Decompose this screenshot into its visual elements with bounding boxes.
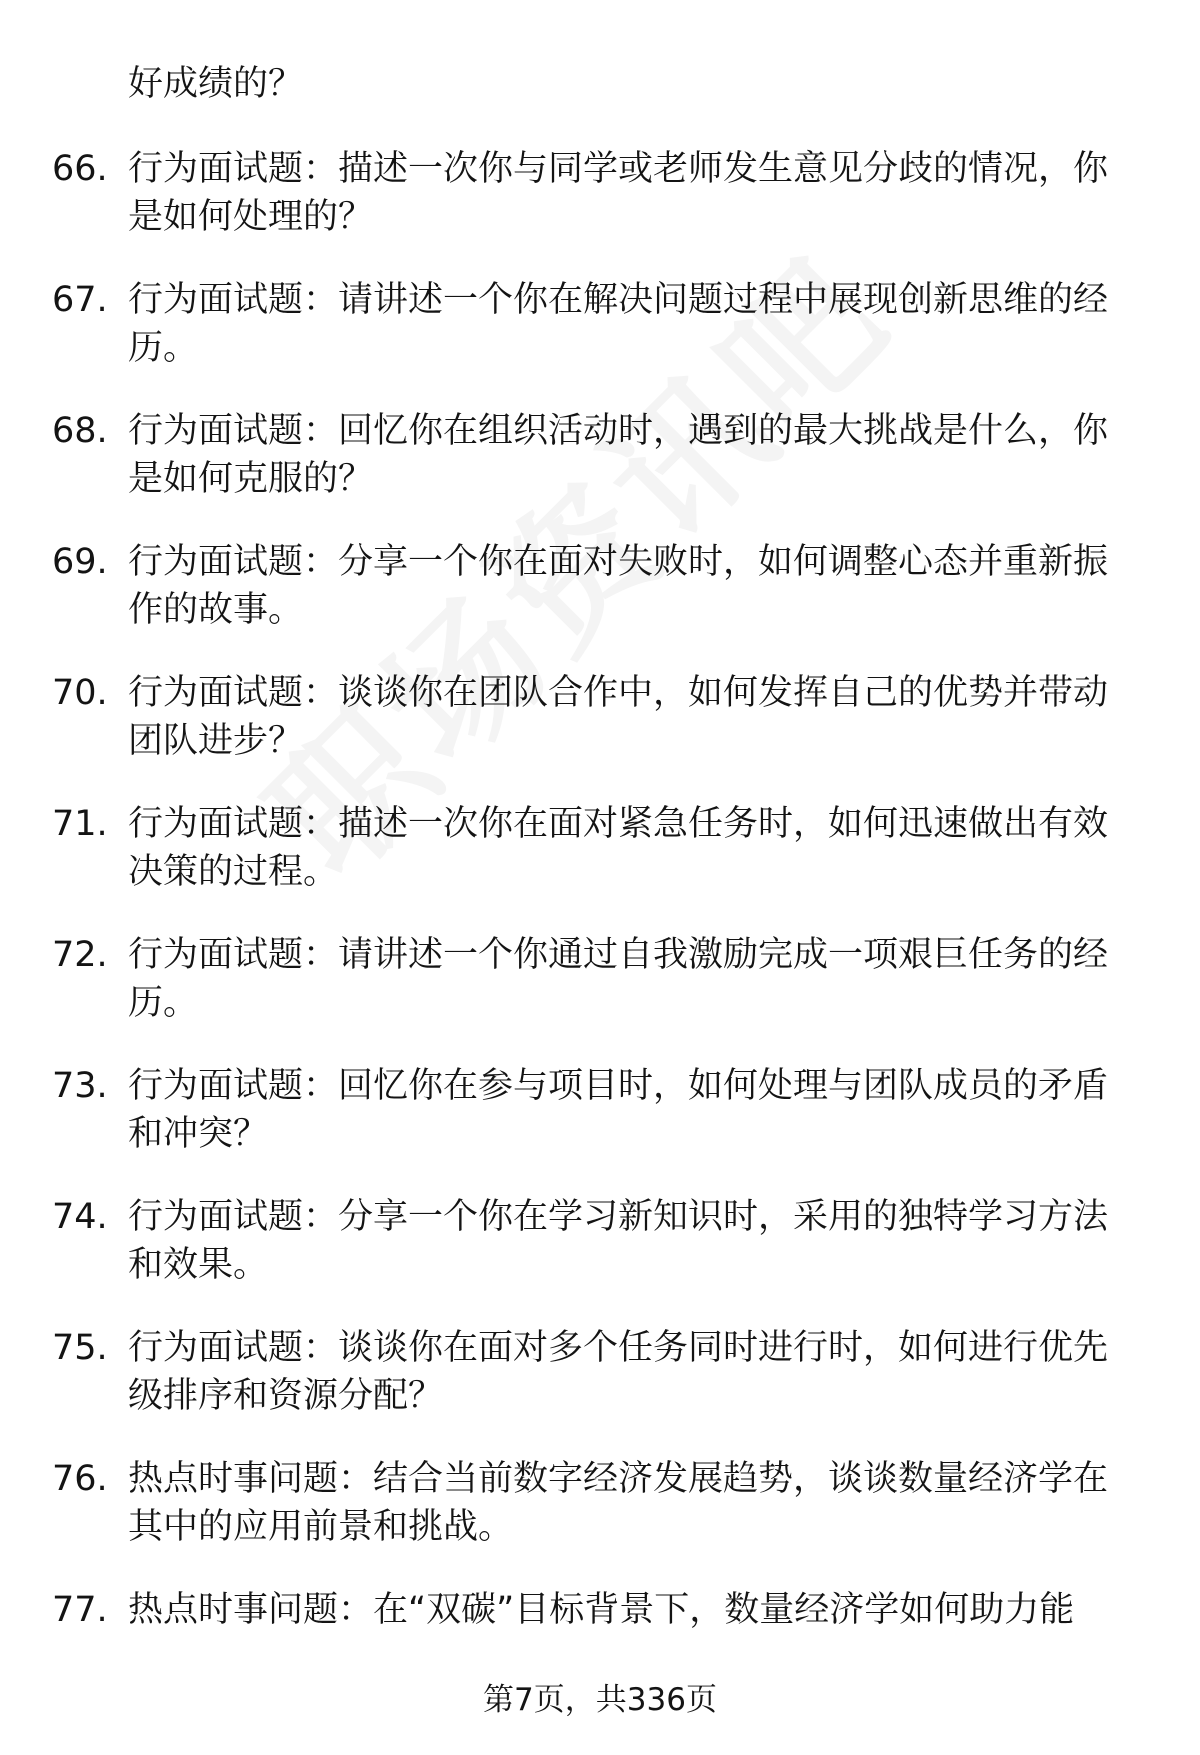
question-item [0, 538, 1200, 669]
question-text-line-2: 其中的应用前景和挑战。 [128, 1507, 514, 1547]
question-list [0, 145, 1200, 1717]
question-number: 75. [52, 1328, 108, 1368]
question-text-line-1: 热点时事问题：结合当前数字经济发展趋势，谈谈数量经济学在 [128, 1459, 1109, 1499]
question-item [0, 145, 1200, 276]
question-text-line-1: 行为面试题：回忆你在组织活动时，遇到的最大挑战是什么，你 [128, 411, 1109, 451]
question-item [0, 1455, 1200, 1586]
question-text-line-1: 行为面试题：谈谈你在团队合作中，如何发挥自己的优势并带动 [128, 673, 1109, 713]
question-text-line-2: 是如何处理的？ [128, 197, 374, 237]
question-number: 67. [52, 280, 108, 320]
question-text-line-1: 行为面试题：谈谈你在面对多个任务同时进行时，如何进行优先 [128, 1328, 1109, 1368]
question-text-line-2: 作的故事。 [128, 590, 304, 630]
question-text-line-1: 行为面试题：分享一个你在面对失败时，如何调整心态并重新振 [128, 542, 1109, 582]
question-number: 70. [52, 673, 108, 713]
question-text-line-1: 行为面试题：描述一次你在面对紧急任务时，如何迅速做出有效 [128, 804, 1109, 844]
question-number: 74. [52, 1197, 108, 1237]
question-item [0, 276, 1200, 407]
question-number: 71. [52, 804, 108, 844]
question-item [0, 1062, 1200, 1193]
question-text-line-2: 级排序和资源分配？ [128, 1376, 444, 1416]
question-number: 73. [52, 1066, 108, 1106]
question-number: 77. [52, 1590, 108, 1630]
question-item [0, 931, 1200, 1062]
question-number: 68. [52, 411, 108, 451]
question-text-line-2: 团队进步？ [128, 721, 304, 761]
question-item [0, 800, 1200, 931]
page-number-footer: 第7页，共336页 [483, 1682, 717, 1718]
question-text-line-2: 决策的过程。 [128, 852, 339, 892]
question-text-line-1: 行为面试题：描述一次你与同学或老师发生意见分歧的情况，你 [128, 149, 1109, 189]
question-text-line-1: 热点时事问题：在“双碳”目标背景下，数量经济学如何助力能 [128, 1590, 1075, 1630]
question-text-line-1: 行为面试题：请讲述一个你在解决问题过程中展现创新思维的经 [128, 280, 1109, 320]
question-text-line-2: 历。 [128, 983, 199, 1023]
question-text-line-2: 和冲突？ [128, 1114, 269, 1154]
question-item [0, 1324, 1200, 1455]
question-item [0, 407, 1200, 538]
continuation-text: 好成绩的？ [128, 64, 304, 104]
question-number: 69. [52, 542, 108, 582]
question-text-line-1: 行为面试题：请讲述一个你通过自我激励完成一项艰巨任务的经 [128, 935, 1109, 975]
question-text-line-2: 是如何克服的？ [128, 459, 374, 499]
question-text-line-2: 历。 [128, 328, 199, 368]
question-text-line-2: 和效果。 [128, 1245, 269, 1285]
question-item [0, 669, 1200, 800]
question-item [0, 1193, 1200, 1324]
question-number: 72. [52, 935, 108, 975]
question-text-line-1: 行为面试题：分享一个你在学习新知识时，采用的独特学习方法 [128, 1197, 1109, 1237]
question-number: 66. [52, 149, 108, 189]
question-number: 76. [52, 1459, 108, 1499]
question-text-line-1: 行为面试题：回忆你在参与项目时，如何处理与团队成员的矛盾 [128, 1066, 1109, 1106]
